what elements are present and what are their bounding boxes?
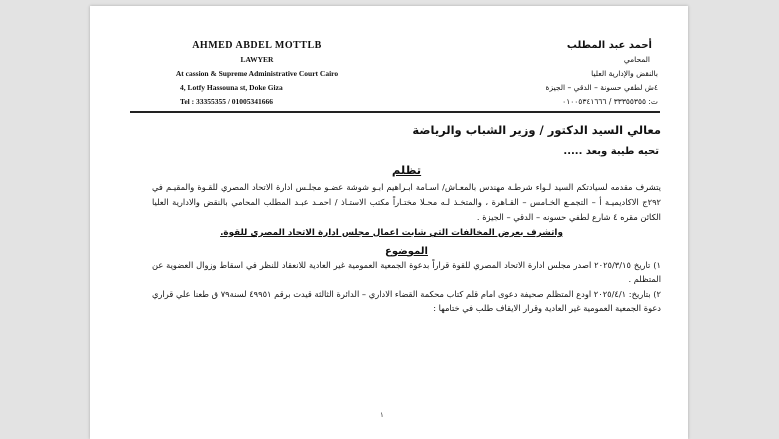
lawyer-name-en: AHMED ABDEL MOTTLB [192,40,322,51]
header-divider [130,111,660,113]
list-item: ٢) بتاريخ: ٢٠٢٥/٤/١ اودع المتظلم صحيفة دعوى امام قلم كتاب محكمة القضاء الاداري – الدائرة الثالثة قيدت برقم ٤٩٩٥١ لسنة٧٩ ق طعنا علي قراري دعوة الجمعية العمومية غير العادية وقرار الايقاف طلب في ختامها : [152,288,661,313]
phone-ar: ت: ٣٣٣٥٥٣٥٥ / ٠١٠٠٥٣٤١٦٦٦ [562,97,658,106]
court-ar: بالنقض والإدارية العليا [591,69,658,78]
addressee: معالي السيد الدكتور / وزير الشباب والرياضة [412,123,661,137]
phone-en: Tel : 33355355 / 01005341666 [180,97,274,106]
letterhead-arabic [460,39,660,109]
lawyer-title-ar: المحامي [623,55,650,64]
letter-body [152,118,661,315]
lawyer-title-en: LAWYER [240,55,274,64]
address-ar: ٤ش لطفي حسونة – الدقي – الجيزة [545,83,658,92]
court-en: At cassion & Supreme Administrative Court Cairo [175,69,339,78]
document-page [90,6,688,439]
letterhead-english [132,39,382,109]
lawyer-name-ar: أحمد عبد المطلب [566,40,652,51]
heading-subject: الموضوع [385,245,428,257]
address-en: 4, Lotfy Hassouna st, Doke Giza [180,83,283,92]
intro-paragraph: يتشرف مقدمه لسيادتكم السيد لـواء شرطـة مهندس بالمعـاش/ اسـامة ابـراهيم ابـو شوشة عضـو مجلـس ادارة الاتحاد المصري للقـوة والمقيـم في ٢٩٢ج الاكاديميـة أ – التجمـع الخـامس – القـاهرة ، والمتخـذ لـه محـلا مختـاراً مكتب الاستـاذ / احمـد عبـد المطلب المحامي بالنقض والادارية العليا الكائن مقره ٤ شارع لطفي حسونه – الدقي – الجيزة . [152,182,661,223]
greeting: تحيه طيبة وبعد ..... [563,146,659,157]
purpose-line: واتشرف بعرض المخالفات التي شابت اعمال مجلس ادارة الاتحاد المصري للقوة. [220,227,563,238]
page-number: ١ [380,411,384,419]
list-item: ١) تاريخ ٢٠٢٥/٣/١٥ اصدر مجلس ادارة الاتحاد المصري للقوة قراراً بدعوة الجمعية العمومية غير العادية للانعقاد للنظر في اسقاط وزوال العضوية عن المتظلم . [152,259,661,284]
heading-grievance: تظلم [391,163,422,177]
